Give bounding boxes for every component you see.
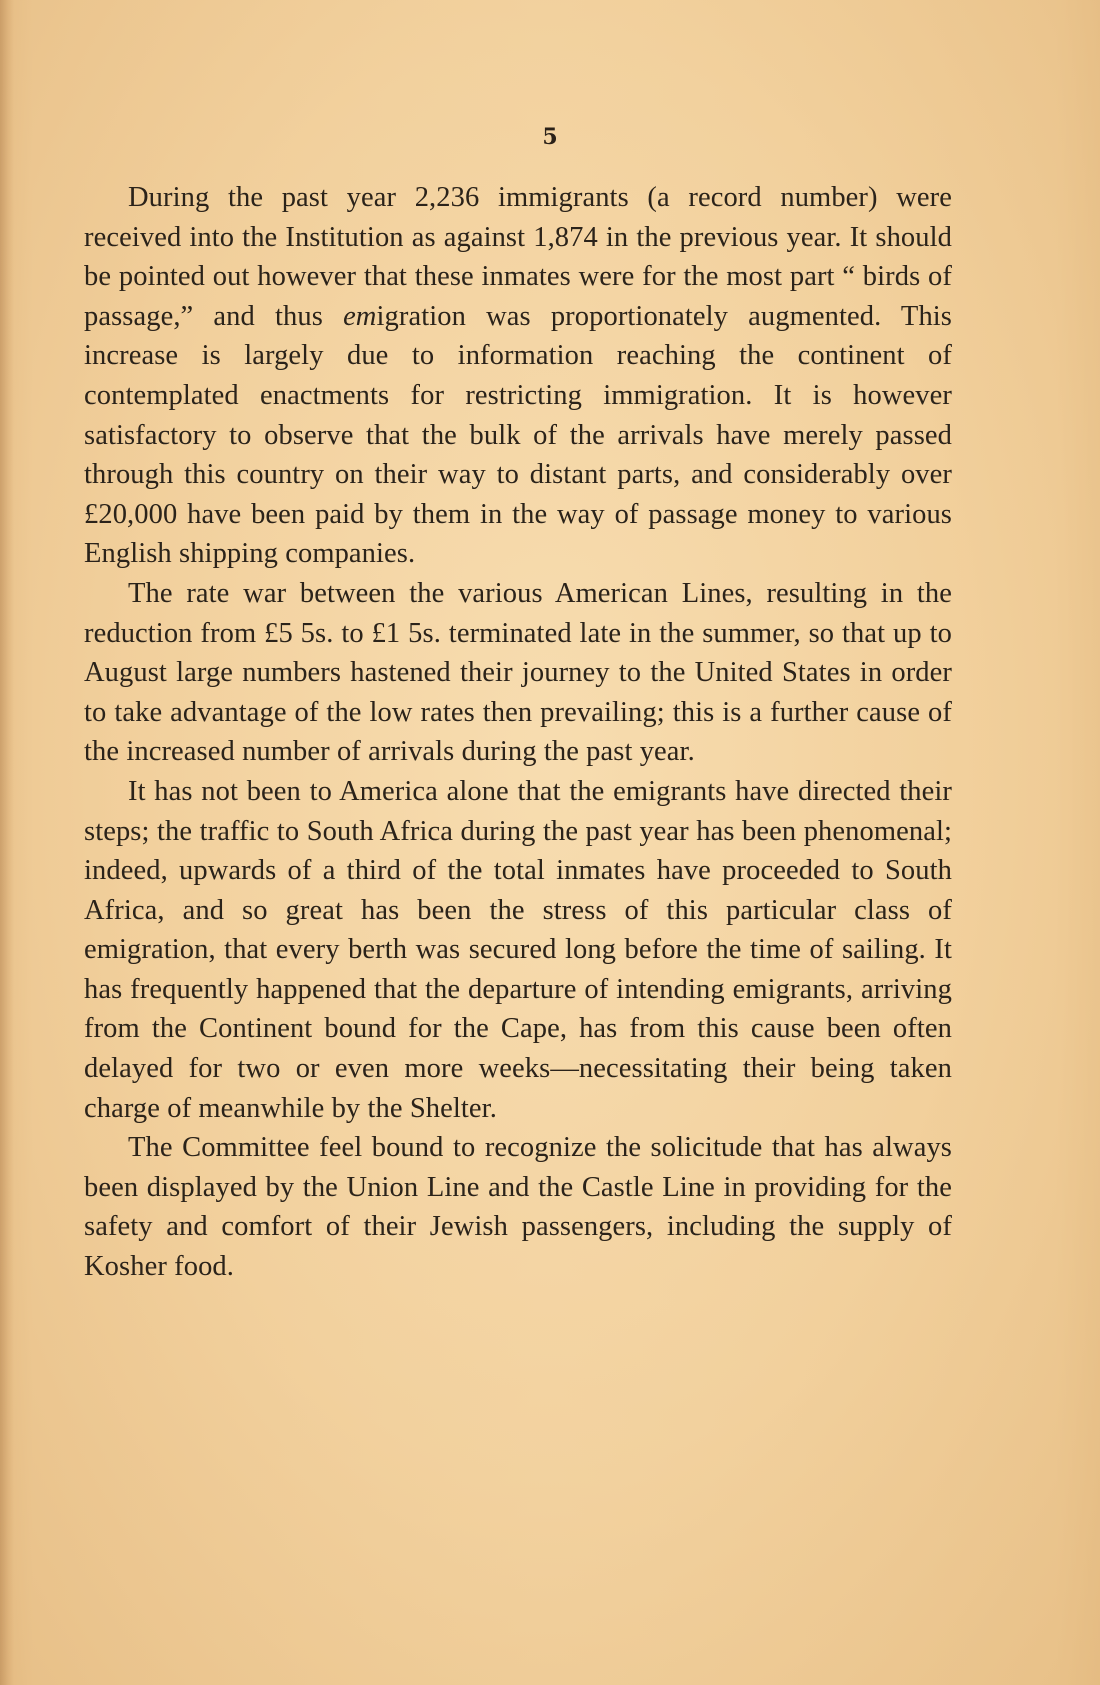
- paragraph-1-text-after: igration was proportionately augmented. This increase is largely due to information reaching the continent of contemplated enactments for restricting immigration. It is however satisfactory to observe that the bulk of the arrivals have merely passed through this country on their way to distant parts, and considerably over £20,000 have been paid by them in the way of passage money to various English shipping companies.: [84, 300, 953, 570]
- paragraph-1-italic-prefix: em: [343, 300, 377, 332]
- paragraph-4: The Committee feel bound to recognize the solicitude that has always been displayed by the Union Line and the Castle Line in providing for the safety and comfort of their Jewish passengers, including the supply of Kosher food.: [84, 1132, 952, 1283]
- paragraph-1-text-before: During the past year 2,236 immigrants (a record number) were received into the Institution as against 1,874 in the previous year. It should be pointed out however that these inmates were for the most part “ birds of passage,” and thus: [84, 182, 952, 332]
- body-text: [84, 178, 952, 1287]
- paragraph-2: The rate war between the various American Lines, resulting in the reduction from £5 5s. to £1 5s. terminated late in the summer, so that up to August large numbers hastened their journey to the United States in order to take advantage of the low rates then prevailing; this is a further cause of the increased number of arrivals during the past year.: [84, 577, 952, 768]
- page-number: 5: [542, 124, 558, 150]
- paragraph-1: [84, 178, 952, 574]
- page-binding-edge: [0, 0, 14, 1685]
- paragraph-3: It has not been to America alone that the emigrants have directed their steps; the traffic to South Africa during the past year has been phenomenal; indeed, upwards of a third of the total inmates have proceeded to South Africa, and so great has been the stress of this particular class of emigration, that every berth was secured long before the time of sailing. It has frequently happened that the departure of intending emigrants, arriving from the Continent bound for the Cape, has from this cause been often delayed for two or even more weeks—necessitating their being taken charge of meanwhile by the Shelter.: [84, 775, 952, 1124]
